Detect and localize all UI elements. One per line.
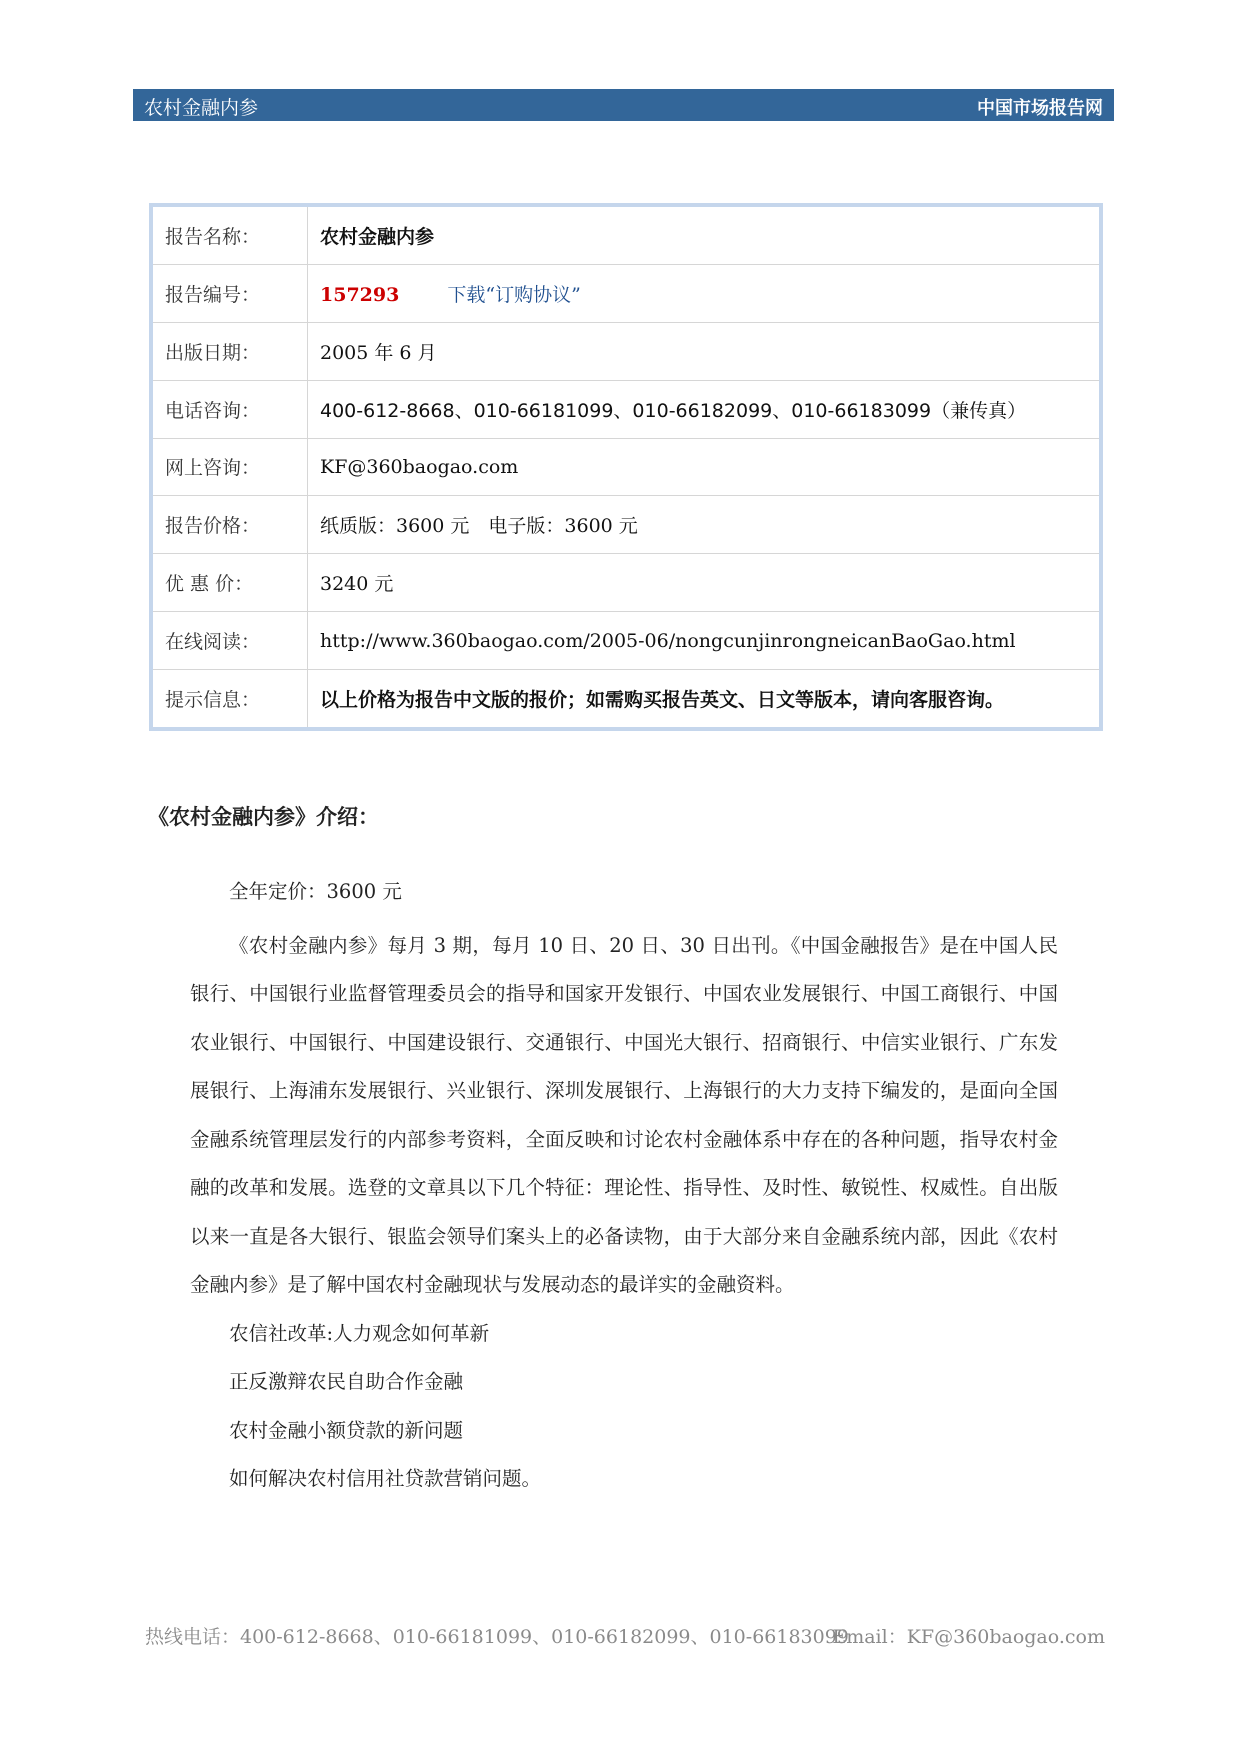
publish-date-value: 2005 年 6 月 — [308, 322, 1100, 380]
info-row-report-name — [153, 207, 1099, 264]
info-row-online — [153, 438, 1099, 496]
info-row-phone — [153, 380, 1099, 438]
notice-value: 以上价格为报告中文版的报价；如需购买报告英文、日文等版本，请向客服咨询。 — [320, 689, 1005, 712]
phone-value: 400-612-8668、010-66181099、010-66182099、010-66183099（兼传真） — [308, 380, 1100, 438]
read-online-link[interactable]: http://www.360baogao.com/2005-06/nongcunjinrongneicanBaoGao.html — [308, 612, 1100, 670]
intro-paragraph: 《农村金融内参》每月 3 期，每月 10 日、20 日、30 日出刊。《中国金融报告》是在中国人民银行、中国银行业监督管理委员会的指导和国家开发银行、中国农业发展银行、中国工商银行、中国农业银行、中国银行、中国建设银行、交通银行、中国光大银行、招商银行、中信实业银行、广东发展银行、上海浦东发展银行、兴业银行、深圳发展银行、上海银行的大力支持下编发的，是面向全国金融系统管理层发行的内部参考资料，全面反映和讨论农村金融体系中存在的各种问题，指导农村金融的改革和发展。选登的文章具以下几个特征：理论性、指导性、及时性、敏锐性、权威性。自出版以来一直是各大银行、银监会领导们案头上的必备读物，由于大部分来自金融系统内部，因此《农村金融内参》是了解中国农村金融现状与发展动态的最详实的金融资料。 — [190, 933, 1058, 1296]
online-label: 网上咨询： — [153, 438, 308, 496]
info-row-price — [153, 496, 1099, 554]
intro-content — [190, 868, 1058, 1504]
info-row-publish-date — [153, 322, 1099, 380]
header-bar — [133, 89, 1114, 121]
article-item: 农信社改革:人力观念如何革新 — [229, 1321, 490, 1345]
discount-value: 3240 元 — [308, 554, 1100, 612]
article-item: 正反激辩农民自助合作金融 — [229, 1370, 464, 1393]
article-item: 农村金融小额贷款的新问题 — [229, 1418, 464, 1442]
download-agreement-link[interactable]: 下载“订购协议” — [447, 283, 581, 306]
intro-title: 《农村金融内参》介绍： — [148, 805, 379, 829]
read-online-label: 在线阅读： — [153, 612, 308, 670]
footer-hotline: 热线电话：400-612-8668、010-66181099、010-66182099、010-66183099 — [145, 1626, 849, 1648]
publish-date-label: 出版日期： — [153, 322, 308, 380]
discount-label: 优 惠 价： — [153, 554, 308, 612]
notice-label: 提示信息： — [153, 670, 308, 727]
info-row-discount — [153, 554, 1099, 612]
report-name-label: 报告名称： — [153, 207, 308, 264]
report-info-table — [153, 207, 1099, 727]
report-code-label: 报告编号： — [153, 264, 308, 322]
article-item: 如何解决农村信用社贷款营销问题。 — [229, 1467, 542, 1490]
phone-label: 电话咨询： — [153, 380, 308, 438]
report-code-value: 157293 — [320, 283, 400, 306]
report-info-box — [149, 203, 1103, 731]
page-footer — [145, 1622, 1105, 1650]
info-row-report-code — [153, 264, 1099, 322]
price-value: 纸质版：3600 元 电子版：3600 元 — [308, 496, 1100, 554]
price-label: 报告价格： — [153, 496, 308, 554]
info-row-notice — [153, 670, 1099, 727]
footer-email: Email：KF@360baogao.com — [832, 1626, 1105, 1648]
annual-price: 全年定价：3600 元 — [229, 880, 402, 903]
header-title: 农村金融内参 — [144, 97, 259, 119]
online-email-value[interactable]: KF@360baogao.com — [308, 438, 1100, 496]
report-code-cell — [308, 264, 1100, 322]
header-site-name: 中国市场报告网 — [977, 98, 1103, 119]
report-name-value: 农村金融内参 — [308, 207, 1100, 264]
info-row-read-online — [153, 612, 1099, 670]
